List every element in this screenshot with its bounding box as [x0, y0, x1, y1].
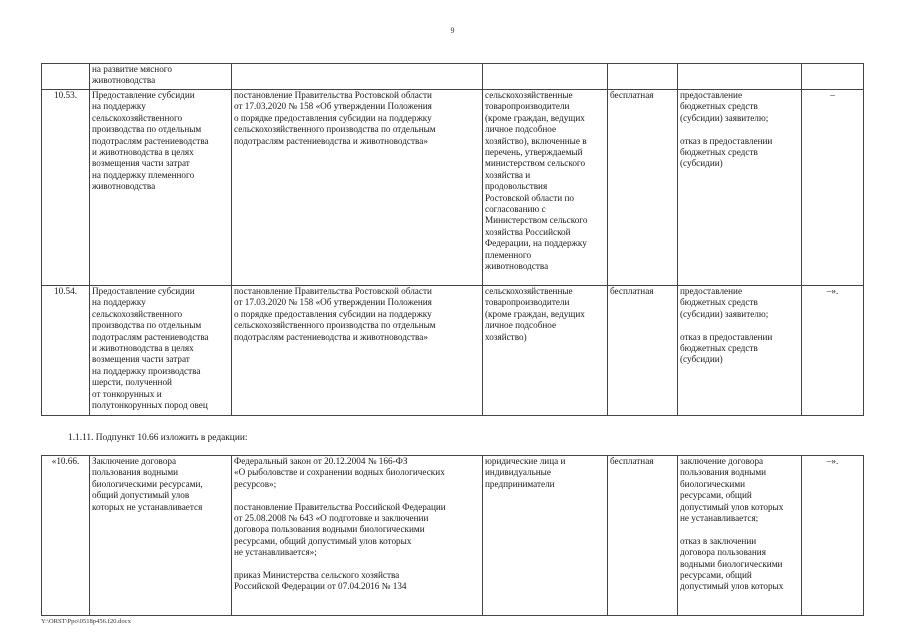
table-row [42, 456, 864, 616]
recipients: сельскохозяйственные товаропроизводители (кроме граждан, ведущих личное подсобное хозяйство), включенные в перечень, утверждаемый министерством сельского хозяйства и продовольствия Ростовской области по согласованию с Министерством сельского хозяйства Российской Федерации, на поддержку племенного животноводства [483, 90, 608, 286]
service-result: предоставление бюджетных средств (субсидии) заявителю; отказ в предоставлении бюджетных средств (субсидии) [678, 90, 802, 286]
amendment-text: 1.1.11. Подпункт 10.66 изложить в редакции: [68, 433, 248, 443]
row-note [802, 64, 864, 90]
service-name: Предоставление субсидии на поддержку сельскохозяйственного производства по отдельным подотраслям растениеводства и животноводства в целях возмещения части затрат на поддержку племенного животноводства [90, 90, 232, 286]
legal-basis: Федеральный закон от 20.12.2004 № 166-ФЗ «О рыболовстве и сохранении водных биологических ресурсов»; постановление Правительства Российской Федерации от 25.08.2008 № 643 «О подготовке и заключении договора пользования водными биологическими ресурсами, общий допустимый улов которых не устанавливается»; приказ Министерства сельского хозяйства Российской Федерации от 07.04.2016 № 134 [232, 456, 483, 616]
service-name: Заключение договора пользования водными биологическими ресурсами, общий допустимый улов которых не устанавливается [90, 456, 232, 616]
table-row [42, 64, 864, 90]
service-name: Предоставление субсидии на поддержку сельскохозяйственного производства по отдельным подотраслям растениеводства и животноводства в целях возмещения части затрат на поддержку производства шерсти, полученной от тонкорунных и полутонкорунных пород овец [90, 286, 232, 416]
row-number: 10.54. [42, 286, 90, 416]
recipients: сельскохозяйственные товаропроизводители (кроме граждан, ведущих личное подсобное хозяйство) [483, 286, 608, 416]
row-number [42, 64, 90, 90]
recipients: юридические лица и индивидуальные предприниматели [483, 456, 608, 616]
row-note: –». [802, 286, 864, 416]
services-table-amendment [41, 455, 864, 616]
table-row [42, 90, 864, 286]
services-table-continued [41, 63, 864, 416]
service-result: заключение договора пользования водными биологическими ресурсами, общий допустимый улов которых не устанавливается; отказ в заключении договора пользования водными биологическими ресурсами, общий допустимый улов которых [678, 456, 802, 616]
service-result: предоставление бюджетных средств (субсидии) заявителю; отказ в предоставлении бюджетных средств (субсидии) [678, 286, 802, 416]
legal-basis: постановление Правительства Ростовской области от 17.03.2020 № 158 «Об утверждении Положения о порядке предоставления субсидии на поддержку сельскохозяйственного производства по отдельным подотраслям растениеводства и животноводства» [232, 90, 483, 286]
legal-basis: постановление Правительства Ростовской области от 17.03.2020 № 158 «Об утверждении Положения о порядке предоставления субсидии на поддержку сельскохозяйственного производства по отдельным подотраслям растениеводства и животноводства» [232, 286, 483, 416]
service-name: на развитие мясного животноводства [90, 64, 232, 90]
row-number: «10.66. [42, 456, 90, 616]
row-note: – [802, 90, 864, 286]
service-cost: бесплатная [608, 456, 678, 616]
row-number: 10.53. [42, 90, 90, 286]
service-cost: бесплатная [608, 90, 678, 286]
recipients [483, 64, 608, 90]
row-note: –». [802, 456, 864, 616]
table-row [42, 286, 864, 416]
footer-file-path: Y:\ORST\Ppo\0518p456.f20.docx [41, 618, 131, 625]
service-cost [608, 64, 678, 90]
legal-basis [232, 64, 483, 90]
page-number: 9 [450, 26, 455, 35]
service-result [678, 64, 802, 90]
service-cost: бесплатная [608, 286, 678, 416]
